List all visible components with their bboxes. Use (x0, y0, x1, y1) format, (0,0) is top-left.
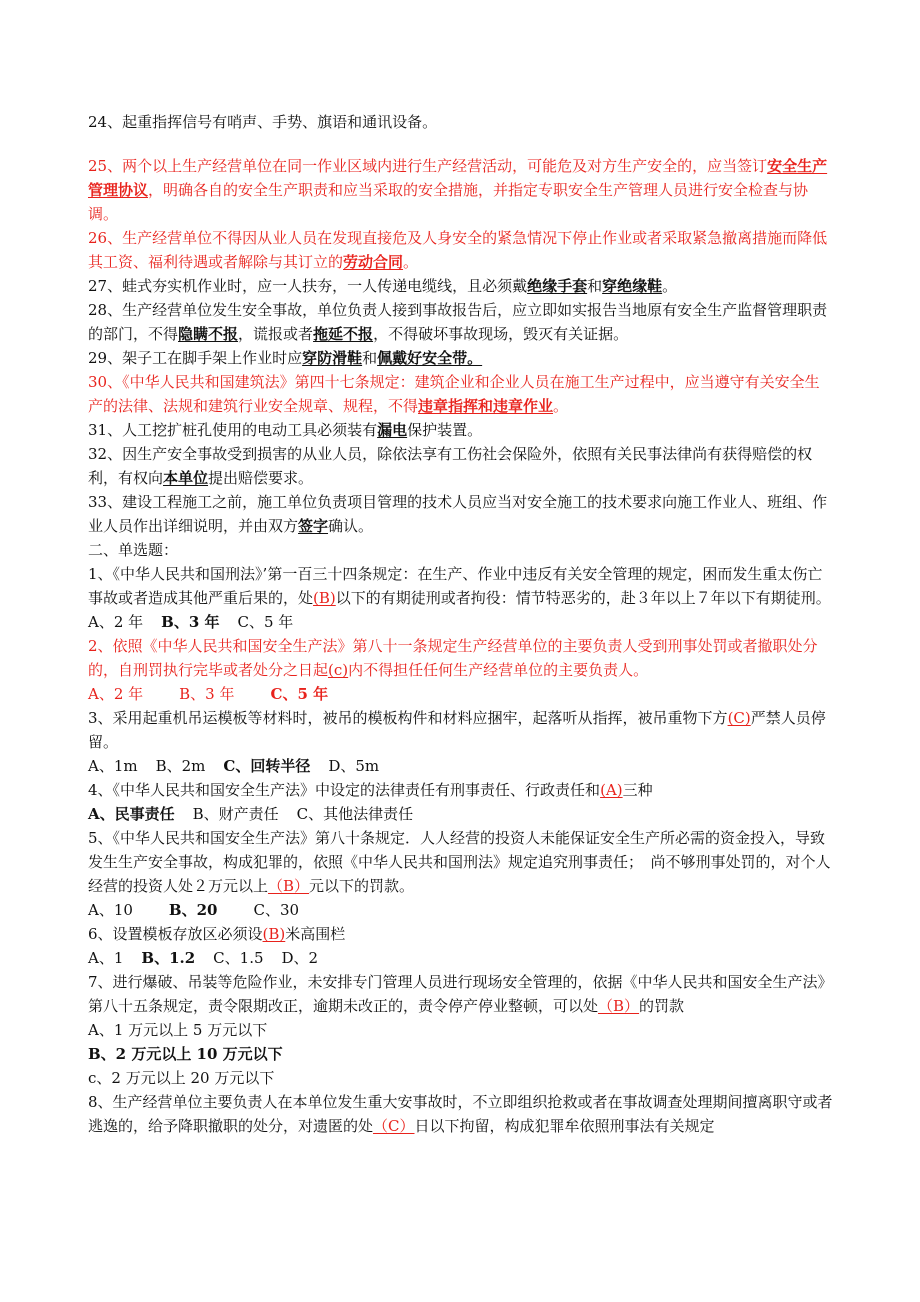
question-6-text-b: 米高围栏 (285, 925, 346, 943)
item-33-text-a: 33、建设工程施工之前，施工单位负责项目管理的技术人员应当对安全施工的技术要求向施工作业人、班组、作业人员作出详细说明，并由双方 (88, 493, 828, 535)
question-8 (88, 1090, 834, 1138)
item-31-text-a: 31、人工挖扩桩孔使用的电动工具必须装有 (88, 421, 378, 439)
question-6-option-b: B、1.2 (141, 949, 196, 967)
question-5-text-b: 元以下的罚款。 (309, 877, 415, 895)
question-7-answer: （B） (598, 997, 640, 1015)
question-2-option-c: C、5 年 (270, 685, 329, 703)
item-29-answer-1: 穿防滑鞋 (302, 349, 363, 367)
question-6-text-a: 6、设置模板存放区必须设 (88, 925, 263, 943)
item-30-text-b: 。 (553, 397, 569, 415)
question-3-text-a: 3、采用起重机吊运模板等材料时，被吊的模板构件和材料应捆牢，起落听从指挥，被吊重物下方 (88, 709, 728, 727)
question-7 (88, 970, 834, 1018)
question-2-text-a: 2、依照《中华人民共和国安全生产法》第八十一条规定生产经营单位的主要负责人受到刑事处罚或者撤职处分的，自刑罚执行完毕或者处分之日起 (88, 637, 818, 679)
question-1-answer: (B) (313, 589, 336, 607)
item-26-answer: 劳动合同 (343, 253, 404, 271)
item-27-answer-1: 绝缘手套 (527, 277, 588, 295)
question-7-text-b: 的罚款 (639, 997, 685, 1015)
question-4 (88, 778, 834, 802)
question-5-options (88, 898, 834, 922)
item-28-answer-2: 拖延不报 (313, 325, 374, 343)
question-5-option-c: C、30 (253, 901, 300, 919)
question-3-option-b: B、2m (155, 757, 206, 775)
item-30 (88, 370, 834, 418)
question-4-options (88, 802, 834, 826)
question-8-answer: （C） (373, 1117, 415, 1135)
item-26-text-b: 。 (403, 253, 419, 271)
question-7-option-c: c、2 万元以上 20 万元以下 (88, 1069, 275, 1087)
question-4-text-a: 4、《中华人民共和国安全生产法》中设定的法律责任有刑事责任、行政责任和 (88, 781, 601, 799)
item-24: 24、起重指挥信号有哨声、手势、旗语和通讯设备。 (88, 113, 438, 131)
item-29-text-mid: 和 (362, 349, 378, 367)
item-27-text-a: 27、蛙式夯实机作业时，应一人扶夯，一人传递电缆线，且必须戴 (88, 277, 528, 295)
question-4-option-b: B、财产责任 (192, 805, 279, 823)
question-3-options (88, 754, 834, 778)
question-6-option-c: C、1.5 (213, 949, 264, 967)
item-27-answer-2: 穿绝缘鞋 (602, 277, 663, 295)
spacer (88, 134, 834, 154)
question-2-option-b: B、3 年 (179, 685, 235, 703)
item-28-text-b: ，不得破坏事故现场，毁灭有关证据。 (373, 325, 629, 343)
question-6-option-a: A、1 (88, 949, 124, 967)
question-2-answer: (c) (328, 661, 349, 679)
question-3-text-b: 严禁人员停留。 (88, 709, 826, 751)
item-25-text-b: ，明确各自的安全生产职责和应当采取的安全措施，并指定专职安全生产管理人员进行安全检查与协调。 (88, 181, 809, 223)
question-3-answer: (C) (727, 709, 751, 727)
item-30-text-a: 30、《中华人民共和国建筑法》第四十七条规定：建筑企业和企业人员在施工生产过程中，应当遵守有关安全生产的法律、法规和建筑行业安全规章、规程，不得 (88, 373, 820, 415)
item-30-answer: 违章指挥和违章作业 (418, 397, 554, 415)
question-6 (88, 922, 834, 946)
item-32-answer: 本单位 (163, 469, 209, 487)
item-28-text-a: 28、生产经营单位发生安全事故，单位负责人接到事故报告后，应立即如实报告当地原有安全生产监督管理职责的部门，不得 (88, 301, 828, 343)
item-31-text-b: 保护装置。 (407, 421, 483, 439)
question-5 (88, 826, 834, 898)
item-28 (88, 298, 834, 346)
question-2-options (88, 682, 834, 706)
item-25 (88, 154, 834, 226)
item-29 (88, 346, 834, 370)
question-8-text-b: 日以下拘留，构成犯罪牟依照刑事法有关规定 (414, 1117, 715, 1135)
item-32-text-a: 32、因生产安全事故受到损害的从业人员，除依法享有工伤社会保险外，依照有关民事法律尚有获得赔偿的权利，有权向 (88, 445, 813, 487)
question-2-text-b: 内不得担任任何生产经营单位的主要负责人。 (348, 661, 649, 679)
item-29-answer-2: 佩戴好安全带。 (377, 349, 483, 367)
question-5-option-b: B、20 (168, 901, 218, 919)
question-8-text-a: 8、生产经营单位主要负责人在本单位发生重大安事故时，不立即组织抢救或者在事故调查处理期间擅离职守或者逃逸的，给予降职撤职的处分，对遗匿的处 (88, 1093, 833, 1135)
item-25-answer: 安全生产管理协议 (88, 157, 828, 199)
question-1-options (88, 610, 834, 634)
item-32-text-b: 提出赔偿要求。 (208, 469, 314, 487)
question-3-option-d: D、5m (328, 757, 380, 775)
question-3 (88, 706, 834, 754)
item-26-text-a: 26、生产经营单位不得因从业人员在发现直接危及人身安全的紧急情况下停止作业或者采取紧急撤离措施而降低其工资、福利待遇或者解除与其订立的 (88, 229, 828, 271)
item-33-answer: 签字 (298, 517, 329, 535)
question-1-option-c: C、5 年 (237, 613, 294, 631)
section-heading-single-choice: 二、单选题： (88, 541, 179, 559)
item-33-text-b: 确认。 (328, 517, 374, 535)
question-7-option-a: A、1 万元以上 5 万元以下 (88, 1021, 268, 1039)
question-1-text-b: 以下的有期徒刑或者拘役：情节特恶劣的，赴３年以上７年以下有期徒刑。 (335, 589, 831, 607)
question-6-answer: (B) (262, 925, 286, 943)
question-3-option-a: A、1m (88, 757, 138, 775)
item-31-answer: 漏电 (377, 421, 408, 439)
question-6-option-d: D、2 (281, 949, 319, 967)
question-2 (88, 634, 834, 682)
item-29-text-a: 29、架子工在脚手架上作业时应 (88, 349, 303, 367)
question-1-option-a: A、2 年 (88, 613, 144, 631)
question-1-option-b: B、3 年 (161, 613, 220, 631)
question-7-text-a: 7、进行爆破、吊装等危险作业，未安排专门管理人员进行现场安全管理的，依据《中华人民共和国安全生产法》第八十五条规定，责令限期改正，逾期未改正的，责令停产停业整顿，可以处 (88, 973, 833, 1015)
item-32 (88, 442, 834, 490)
question-5-text-a: 5、《中华人民共和国安全生产法》第八十条规定．人人经营的投资人未能保证安全生产所必需的资金投入，导致发生生产安全事故，构成犯罪的，依照《中华人民共和国刑法》规定追究刑事责任； 尚不够刑事处罚的，对个人经营的投资人处２万元以上 (88, 829, 831, 895)
item-28-text-mid: ，谎报或者 (238, 325, 314, 343)
question-4-option-a: A、民事责任 (88, 805, 175, 823)
item-26 (88, 226, 834, 274)
question-5-answer: （B） (268, 877, 310, 895)
question-4-option-c: C、其他法律责任 (296, 805, 414, 823)
question-1-text-a: 1、《中华人民共和国刑法》’第一百三十四条规定：在生产、作业中违反有关安全管理的规定，困而发生重太伤亡事故或者造成其他严重后果的，处 (88, 565, 823, 607)
item-27 (88, 274, 834, 298)
question-4-text-b: 三种 (622, 781, 653, 799)
item-33 (88, 490, 834, 538)
question-7-option-b: B、2 万元以上 10 万元以下 (88, 1045, 283, 1063)
question-1 (88, 562, 834, 610)
question-2-option-a: A、2 年 (88, 685, 144, 703)
item-31 (88, 418, 834, 442)
item-28-answer-1: 隐瞒不报 (178, 325, 239, 343)
item-25-text-a: 25、两个以上生产经营单位在同一作业区域内进行生产经营活动，可能危及对方生产安全的，应当签订 (88, 157, 768, 175)
question-6-options (88, 946, 834, 970)
item-27-text-b: 。 (662, 277, 678, 295)
item-27-text-mid: 和 (587, 277, 603, 295)
question-4-answer: (A) (600, 781, 623, 799)
question-3-option-c: C、回转半径 (223, 757, 311, 775)
question-5-option-a: A、10 (88, 901, 133, 919)
